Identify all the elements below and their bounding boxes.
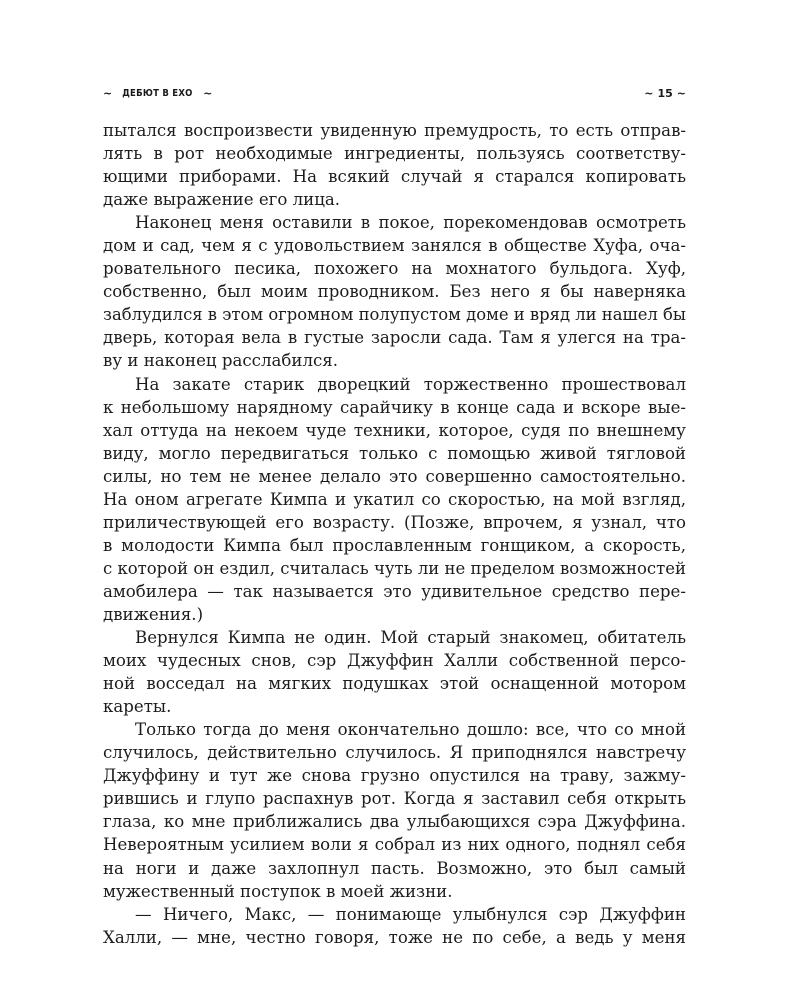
ornament-icon: ~ (103, 86, 113, 100)
text-line: виду, могло передвигаться только с помощью живой тягловой (103, 443, 686, 463)
text-line: с которой он ездил, считалась чуть ли не пределом возможностей (103, 558, 686, 578)
text-line: лять в рот необходимые ингредиенты, пользуясь соответству- (103, 144, 687, 164)
text-line: Халли, — мне, честно говоря, тоже не по себе, а ведь у меня (103, 927, 687, 947)
text-line: рившись и глупо распахнув рот. Когда я заставил себя открыть (103, 789, 686, 809)
text-line: хал оттуда на некоем чуде техники, которое, судя по внешнему (103, 420, 686, 440)
paragraph-first-line: Только тогда до меня окончательно дошло: все, что со мной (135, 720, 687, 740)
text-line: На оном агрегате Кимпа и укатил со скоростью, на мой взгляд, (103, 489, 686, 509)
text-line: Невероятным усилием воли я собрал из них одного, поднял себя (103, 835, 686, 855)
running-head (103, 84, 686, 102)
book-title: ДЕБЮТ В ЕХО (122, 87, 193, 99)
text-line: амобилера — так называется это удивительное средство пере- (103, 581, 686, 601)
text-line: пытался воспроизвести увиденную премудрость, то есть отправ- (103, 121, 687, 140)
text-line: дверь, которая вела в густые заросли сада. Там я улегся на тра- (103, 328, 686, 348)
text-line: заблудился в этом огромном полупустом доме и вряд ли нашел бы (103, 305, 686, 325)
text-line: глаза, ко мне приближались два улыбающихся сэра Джуффина. (103, 812, 687, 832)
text-line: в молодости Кимпа был прославленным гонщиком, а скорость, (103, 535, 686, 555)
text-line: мужественный поступок в моей жизни. (103, 881, 453, 901)
ornament-icon: ~ (644, 86, 654, 100)
text-line: ющими приборами. На всякий случай я старался копировать (103, 167, 686, 187)
text-line: даже выражение его лица. (103, 190, 341, 210)
text-line: движения.) (103, 604, 204, 624)
text-line: силы, но тем не менее делало это совершенно самостоятельно. (103, 466, 686, 486)
text-line: случилось, действительно случилось. Я приподнялся навстречу (103, 743, 686, 763)
ornament-icon: ~ (676, 86, 686, 100)
text-line: дом и сад, чем я с удовольствием занялся в обществе Хуфа, оча- (103, 236, 686, 256)
text-line: ву и наконец расслабился. (103, 351, 339, 371)
text-line: к небольшому нарядному сарайчику в конце сада и вскоре вые- (103, 397, 687, 417)
text-line: ровательного песика, похожего на мохнатого бульдога. Хуф, (103, 259, 686, 279)
paragraph-first-line: — Ничего, Макс, — понимающе улыбнулся сэр Джуффин (135, 904, 686, 924)
running-head-right (644, 87, 686, 100)
running-head-left (103, 88, 212, 99)
body-text (103, 119, 686, 949)
text-line: ной восседал на мягких подушках этой оснащенной мотором (103, 674, 687, 694)
text-line: на ноги и даже захлопнул пасть. Возможно, это был самый (103, 858, 686, 878)
text-line: Джуффину и тут же снова грузно опустился на траву, зажму- (103, 766, 687, 786)
text-line: кареты. (103, 697, 172, 717)
paragraph-first-line: Вернулся Кимпа не один. Мой старый знакомец, обитатель (135, 628, 687, 648)
ornament-icon: ~ (203, 86, 213, 100)
paragraph-first-line: Наконец меня оставили в покое, порекомендовав осмотреть (135, 213, 687, 233)
text-line: приличествующей его возрасту. (Позже, впрочем, я узнал, что (103, 512, 687, 532)
text-line: моих чудесных снов, сэр Джуффин Халли собственной персо- (103, 651, 686, 671)
page-number: 15 (657, 86, 673, 100)
paragraph-first-line: На закате старик дворецкий торжественно прошествовал (135, 374, 686, 394)
text-line: собственно, был моим проводником. Без него я бы наверняка (103, 282, 687, 302)
